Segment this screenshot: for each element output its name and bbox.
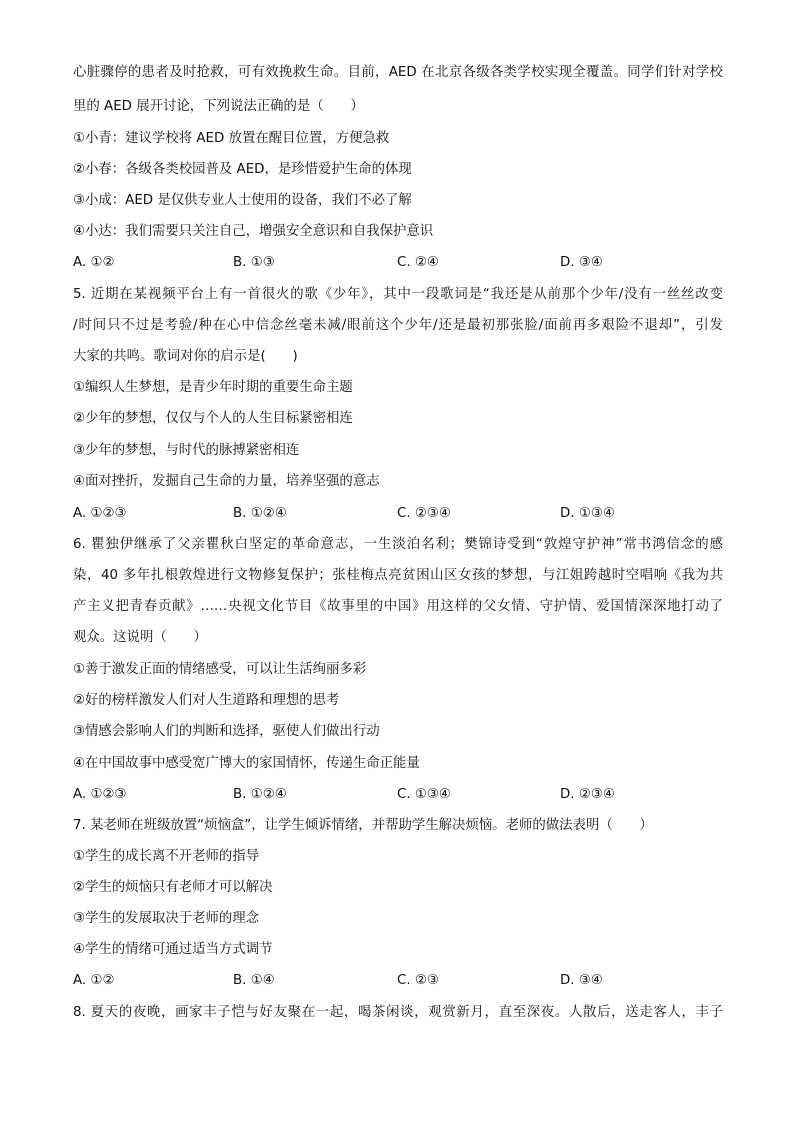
question-5-statement-2: ②少年的梦想，仅仅与个人的人生目标紧密相连 xyxy=(73,411,353,426)
question-6-statement-4: ④在中国故事中感受宽广博大的家国情怀，传递生命正能量 xyxy=(73,756,420,771)
question-5-stem-line-2: /时间只不过是考验/种在心中信念丝毫未减/眼前这个少年/还是最初那张脸/面前再多艰险不退却”，引发 xyxy=(73,318,723,333)
question-4-statement-3: ③小成：AED 是仅供专业人士使用的设备，我们不必了解 xyxy=(73,193,412,208)
question-6-options xyxy=(73,786,723,804)
question-6-statement-1: ①善于激发正面的情绪感受，可以让生活绚丽多彩 xyxy=(73,662,367,677)
question-5-statement-3: ③少年的梦想，与时代的脉搏紧密相连 xyxy=(73,443,300,458)
question-6-option-b[interactable]: B. ①②④ xyxy=(233,787,287,802)
question-7-statement-2: ②学生的烦恼只有老师才可以解决 xyxy=(73,880,273,895)
question-6-stem-line-4: 观众。这说明（ ） xyxy=(73,630,207,645)
question-4-option-a[interactable]: A. ①② xyxy=(73,255,115,270)
question-5-stem-line-3: 大家的共鸣。歌词对你的启示是( ) xyxy=(73,349,298,364)
question-7-option-c[interactable]: C. ②③ xyxy=(397,973,439,988)
question-6-stem-line-3: 产主义把青春贡献》……央视文化节目《故事里的中国》用这样的父女情、守护情、爱国情深深地打动了 xyxy=(73,599,723,614)
question-6-statement-2: ②好的榜样激发人们对人生道路和理想的思考 xyxy=(73,693,340,708)
question-5-option-c[interactable]: C. ②③④ xyxy=(397,506,451,521)
question-6-statement-3: ③情感会影响人们的判断和选择，驱使人们做出行动 xyxy=(73,724,380,739)
question-7-options xyxy=(73,972,723,990)
question-5-option-a[interactable]: A. ①②③ xyxy=(73,506,127,521)
question-5-stem-line-1: 5. 近期在某视频平台上有一首很火的歌《少年》，其中一段歌词是“我还是从前那个少年/没有一丝丝改变 xyxy=(73,287,723,302)
question-6-stem-line-1: 6. 瞿独伊继承了父亲瞿秋白坚定的革命意志，一生淡泊名利；樊锦诗受到“敦煌守护神”常书鸿信念的感 xyxy=(73,537,723,552)
question-4-statement-1: ①小青：建议学校将 AED 放置在醒目位置，方便急救 xyxy=(73,131,390,146)
question-4-statement-2: ②小春：各级各类校园普及 AED，是珍惜爱护生命的体现 xyxy=(73,162,412,177)
question-5-option-d[interactable]: D. ①③④ xyxy=(560,506,615,521)
question-7-statement-1: ①学生的成长离不开老师的指导 xyxy=(73,849,260,864)
question-6-option-a[interactable]: A. ①②③ xyxy=(73,787,127,802)
question-5-statement-1: ①编织人生梦想，是青少年时期的重要生命主题 xyxy=(73,380,353,395)
question-4-options xyxy=(73,254,723,272)
question-4-option-c[interactable]: C. ②④ xyxy=(397,255,439,270)
question-4-stem-line-2: 里的 AED 展开讨论，下列说法正确的是（ ） xyxy=(73,99,364,114)
question-7-option-d[interactable]: D. ③④ xyxy=(560,973,603,988)
question-4-option-d[interactable]: D. ③④ xyxy=(560,255,603,270)
question-7-option-b[interactable]: B. ①④ xyxy=(233,973,275,988)
question-5-statement-4: ④面对挫折，发掘自己生命的力量，培养坚强的意志 xyxy=(73,474,380,489)
question-6-option-c[interactable]: C. ①③④ xyxy=(397,787,451,802)
question-8-stem-line-1: 8. 夏天的夜晚，画家丰子恺与好友聚在一起，喝茶闲谈，观赏新月，直至深夜。人散后，送走客人，丰子 xyxy=(73,1005,723,1020)
question-4-option-b[interactable]: B. ①③ xyxy=(233,255,275,270)
question-6-stem-line-2: 染，40 多年扎根敦煌进行文物修复保护；张桂梅点亮贫困山区女孩的梦想，与江姐跨越时空唱响《我为共 xyxy=(73,568,723,583)
question-4-statement-4: ④小达：我们需要只关注自己，增强安全意识和自我保护意识 xyxy=(73,224,434,239)
question-7-statement-3: ③学生的发展取决于老师的理念 xyxy=(73,911,260,926)
question-5-options xyxy=(73,505,723,523)
question-6-option-d[interactable]: D. ②③④ xyxy=(560,787,615,802)
question-4-stem-line-1: 心脏骤停的患者及时抢救，可有效挽救生命。目前，AED 在北京各级各类学校实现全覆盖。同学们针对学校 xyxy=(73,65,723,80)
question-7-option-a[interactable]: A. ①② xyxy=(73,973,115,988)
question-7-stem-line-1: 7. 某老师在班级放置“烦恼盒”，让学生倾诉情绪，并帮助学生解决烦恼。老师的做法表明（ ） xyxy=(73,818,653,833)
question-7-statement-4: ④学生的情绪可通过适当方式调节 xyxy=(73,942,273,957)
question-5-option-b[interactable]: B. ①②④ xyxy=(233,506,287,521)
